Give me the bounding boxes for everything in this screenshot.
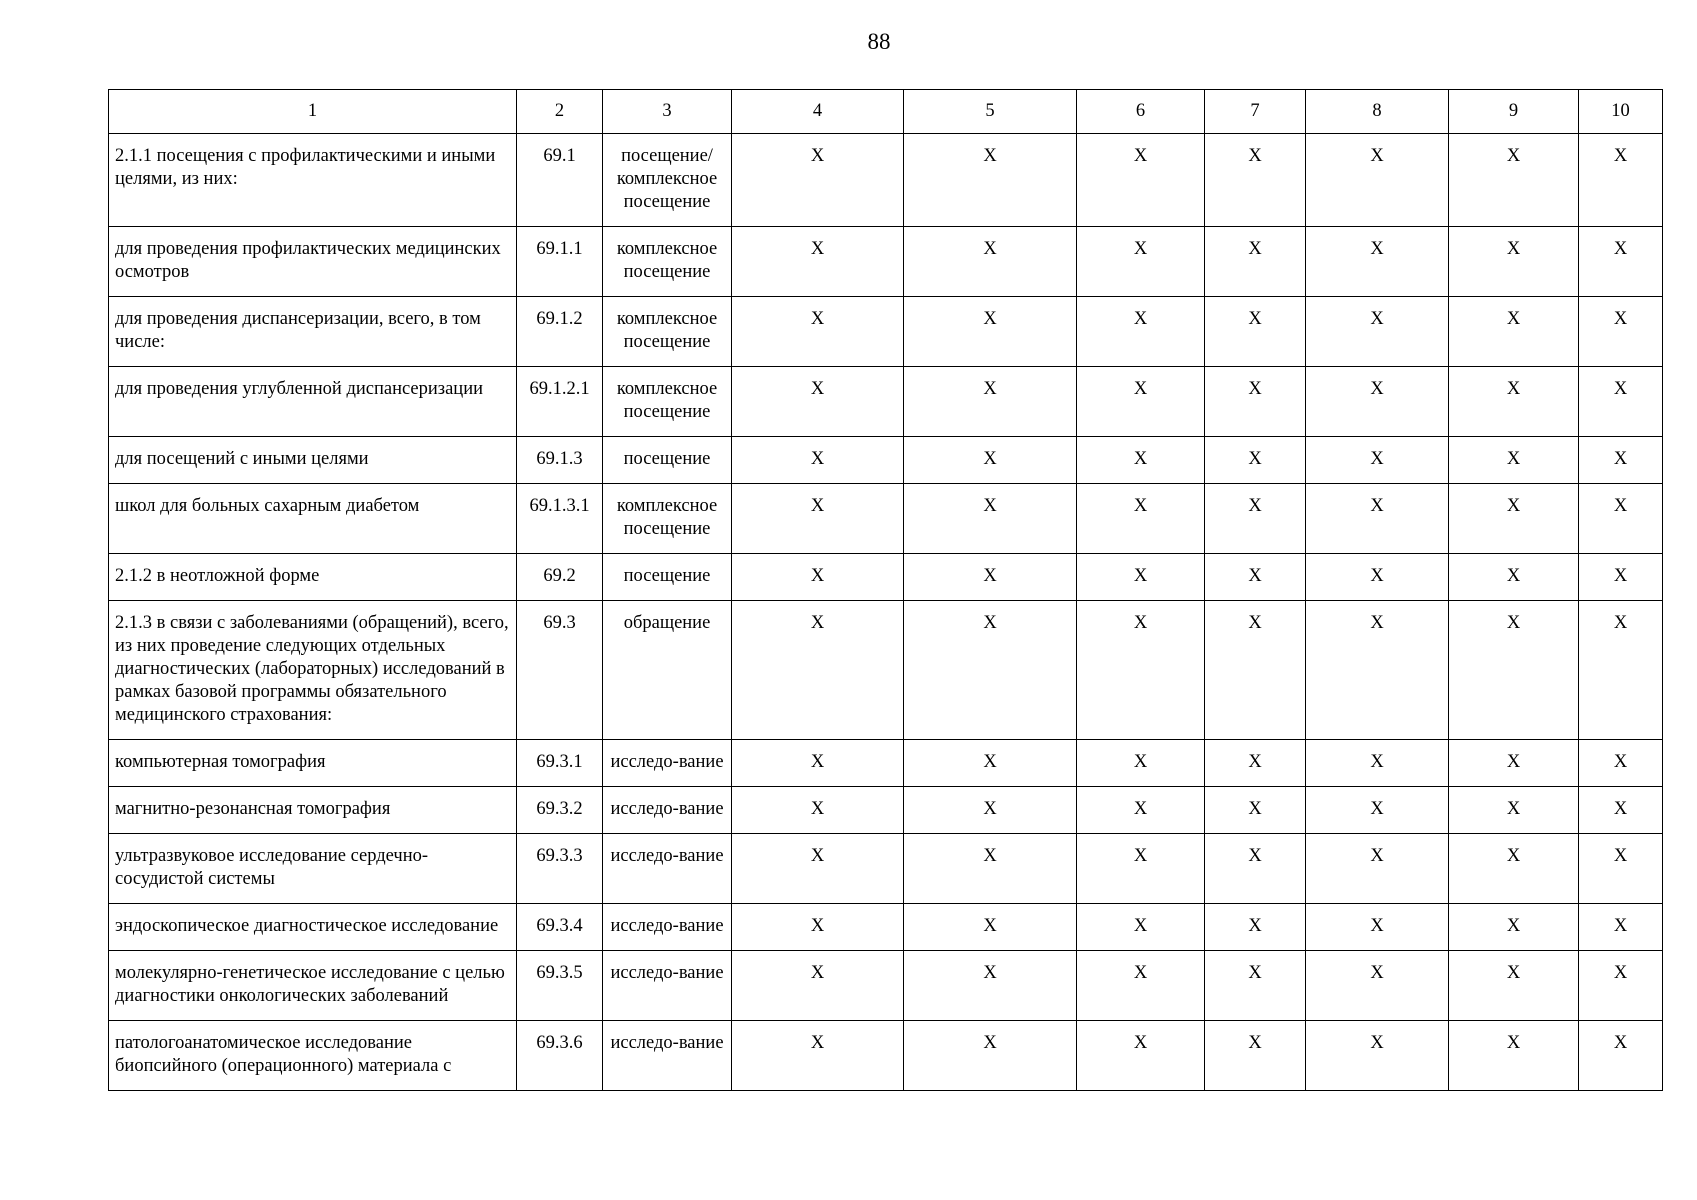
header-cell: 1 xyxy=(109,90,517,134)
row-name-cell: магнитно-резонансная томография xyxy=(109,787,517,834)
row-value-cell: Х xyxy=(1077,904,1205,951)
row-value-cell: Х xyxy=(1579,484,1663,554)
row-value-cell: Х xyxy=(1205,134,1306,227)
row-value-cell: Х xyxy=(1205,227,1306,297)
row-code-cell: 69.1.2.1 xyxy=(517,367,603,437)
row-value-cell: Х xyxy=(1306,904,1449,951)
row-value-cell: Х xyxy=(904,904,1077,951)
header-row xyxy=(109,90,1663,134)
row-unit-cell: комплексное посещение xyxy=(603,367,732,437)
row-value-cell: Х xyxy=(1077,601,1205,740)
row-name-cell: для проведения углубленной диспансеризации xyxy=(109,367,517,437)
row-value-cell: Х xyxy=(904,951,1077,1021)
row-value-cell: Х xyxy=(1579,601,1663,740)
data-table xyxy=(108,89,1663,1091)
row-value-cell: Х xyxy=(1205,1021,1306,1091)
row-value-cell: Х xyxy=(904,601,1077,740)
row-value-cell: Х xyxy=(1449,297,1579,367)
row-value-cell: Х xyxy=(1579,787,1663,834)
row-value-cell: Х xyxy=(1077,484,1205,554)
header-cell: 8 xyxy=(1306,90,1449,134)
table-row xyxy=(109,367,1663,437)
row-value-cell: Х xyxy=(1205,787,1306,834)
header-cell: 4 xyxy=(732,90,904,134)
row-value-cell: Х xyxy=(1449,484,1579,554)
row-value-cell: Х xyxy=(1205,484,1306,554)
row-value-cell: Х xyxy=(732,1021,904,1091)
row-value-cell: Х xyxy=(1306,134,1449,227)
row-value-cell: Х xyxy=(1449,601,1579,740)
row-code-cell: 69.1.1 xyxy=(517,227,603,297)
row-unit-cell: посещение xyxy=(603,554,732,601)
row-value-cell: Х xyxy=(904,554,1077,601)
row-value-cell: Х xyxy=(732,297,904,367)
row-name-cell: 2.1.1 посещения с профилактическими и иными целями, из них: xyxy=(109,134,517,227)
row-value-cell: Х xyxy=(1449,904,1579,951)
row-value-cell: Х xyxy=(1205,297,1306,367)
table-row xyxy=(109,834,1663,904)
row-code-cell: 69.1.3.1 xyxy=(517,484,603,554)
row-name-cell: эндоскопическое диагностическое исследование xyxy=(109,904,517,951)
header-cell: 5 xyxy=(904,90,1077,134)
row-value-cell: Х xyxy=(904,227,1077,297)
row-value-cell: Х xyxy=(1306,601,1449,740)
row-value-cell: Х xyxy=(1579,367,1663,437)
row-value-cell: Х xyxy=(904,134,1077,227)
row-value-cell: Х xyxy=(1306,951,1449,1021)
row-value-cell: Х xyxy=(904,787,1077,834)
row-code-cell: 69.3 xyxy=(517,601,603,740)
row-name-cell: ультразвуковое исследование сердечно-сосудистой системы xyxy=(109,834,517,904)
row-value-cell: Х xyxy=(1205,554,1306,601)
row-value-cell: Х xyxy=(1077,787,1205,834)
row-name-cell: для проведения диспансеризации, всего, в том числе: xyxy=(109,297,517,367)
row-unit-cell: комплексное посещение xyxy=(603,227,732,297)
row-code-cell: 69.3.2 xyxy=(517,787,603,834)
row-value-cell: Х xyxy=(1306,437,1449,484)
row-value-cell: Х xyxy=(904,297,1077,367)
header-cell: 10 xyxy=(1579,90,1663,134)
row-value-cell: Х xyxy=(904,484,1077,554)
row-value-cell: Х xyxy=(1579,134,1663,227)
row-value-cell: Х xyxy=(1205,437,1306,484)
row-code-cell: 69.1.2 xyxy=(517,297,603,367)
row-value-cell: Х xyxy=(1077,437,1205,484)
row-value-cell: Х xyxy=(1579,1021,1663,1091)
row-value-cell: Х xyxy=(732,904,904,951)
table-row xyxy=(109,601,1663,740)
row-code-cell: 69.3.1 xyxy=(517,740,603,787)
row-value-cell: Х xyxy=(1449,437,1579,484)
row-unit-cell: комплексное посещение xyxy=(603,297,732,367)
row-value-cell: Х xyxy=(1579,554,1663,601)
row-value-cell: Х xyxy=(1077,834,1205,904)
table-row xyxy=(109,951,1663,1021)
row-unit-cell: обращение xyxy=(603,601,732,740)
row-value-cell: Х xyxy=(1449,951,1579,1021)
table-row xyxy=(109,904,1663,951)
row-value-cell: Х xyxy=(1205,951,1306,1021)
row-value-cell: Х xyxy=(1449,787,1579,834)
row-value-cell: Х xyxy=(904,437,1077,484)
row-value-cell: Х xyxy=(1579,437,1663,484)
row-name-cell: для проведения профилактических медицинских осмотров xyxy=(109,227,517,297)
row-value-cell: Х xyxy=(1306,1021,1449,1091)
row-name-cell: школ для больных сахарным диабетом xyxy=(109,484,517,554)
row-value-cell: Х xyxy=(1077,297,1205,367)
table-row xyxy=(109,484,1663,554)
table-row xyxy=(109,227,1663,297)
row-value-cell: Х xyxy=(1449,740,1579,787)
row-name-cell: 2.1.2 в неотложной форме xyxy=(109,554,517,601)
row-unit-cell: посещение xyxy=(603,437,732,484)
header-cell: 9 xyxy=(1449,90,1579,134)
row-value-cell: Х xyxy=(1205,740,1306,787)
header-cell: 2 xyxy=(517,90,603,134)
row-value-cell: Х xyxy=(1306,367,1449,437)
table-row xyxy=(109,134,1663,227)
header-cell: 3 xyxy=(603,90,732,134)
row-value-cell: Х xyxy=(1306,297,1449,367)
row-unit-cell: исследо-вание xyxy=(603,834,732,904)
row-value-cell: Х xyxy=(1449,554,1579,601)
row-value-cell: Х xyxy=(1449,134,1579,227)
row-value-cell: Х xyxy=(732,437,904,484)
row-value-cell: Х xyxy=(904,1021,1077,1091)
page-number: 88 xyxy=(867,29,891,54)
row-value-cell: Х xyxy=(1579,904,1663,951)
row-value-cell: Х xyxy=(1306,834,1449,904)
row-value-cell: Х xyxy=(1077,951,1205,1021)
table-row xyxy=(109,437,1663,484)
row-name-cell: для посещений с иными целями xyxy=(109,437,517,484)
row-value-cell: Х xyxy=(1579,951,1663,1021)
row-value-cell: Х xyxy=(904,834,1077,904)
row-value-cell: Х xyxy=(1579,740,1663,787)
row-value-cell: Х xyxy=(732,834,904,904)
header-cell: 6 xyxy=(1077,90,1205,134)
row-value-cell: Х xyxy=(1205,601,1306,740)
row-value-cell: Х xyxy=(1449,227,1579,297)
row-code-cell: 69.1 xyxy=(517,134,603,227)
row-value-cell: Х xyxy=(732,227,904,297)
row-unit-cell: исследо-вание xyxy=(603,787,732,834)
row-value-cell: Х xyxy=(1306,787,1449,834)
table-body xyxy=(109,90,1663,1091)
row-value-cell: Х xyxy=(1077,367,1205,437)
row-value-cell: Х xyxy=(1077,740,1205,787)
row-code-cell: 69.3.6 xyxy=(517,1021,603,1091)
row-code-cell: 69.3.4 xyxy=(517,904,603,951)
row-value-cell: Х xyxy=(904,740,1077,787)
row-value-cell: Х xyxy=(732,367,904,437)
row-code-cell: 69.3.3 xyxy=(517,834,603,904)
row-value-cell: Х xyxy=(732,740,904,787)
row-unit-cell: исследо-вание xyxy=(603,740,732,787)
row-value-cell: Х xyxy=(1077,227,1205,297)
row-value-cell: Х xyxy=(1579,227,1663,297)
row-value-cell: Х xyxy=(1077,1021,1205,1091)
row-value-cell: Х xyxy=(1205,367,1306,437)
row-value-cell: Х xyxy=(1579,834,1663,904)
row-unit-cell: исследо-вание xyxy=(603,904,732,951)
row-name-cell: патологоанатомическое исследование биопсийного (операционного) материала с xyxy=(109,1021,517,1091)
row-code-cell: 69.3.5 xyxy=(517,951,603,1021)
row-value-cell: Х xyxy=(1205,834,1306,904)
row-value-cell: Х xyxy=(732,484,904,554)
table-row xyxy=(109,787,1663,834)
row-value-cell: Х xyxy=(1306,740,1449,787)
table-row xyxy=(109,740,1663,787)
table-row xyxy=(109,1021,1663,1091)
row-code-cell: 69.1.3 xyxy=(517,437,603,484)
row-value-cell: Х xyxy=(1306,227,1449,297)
row-name-cell: компьютерная томография xyxy=(109,740,517,787)
row-unit-cell: комплексное посещение xyxy=(603,484,732,554)
row-value-cell: Х xyxy=(1449,367,1579,437)
table-row xyxy=(109,297,1663,367)
row-value-cell: Х xyxy=(1306,554,1449,601)
row-value-cell: Х xyxy=(732,134,904,227)
row-unit-cell: исследо-вание xyxy=(603,1021,732,1091)
row-unit-cell: исследо-вание xyxy=(603,951,732,1021)
table-row xyxy=(109,554,1663,601)
row-name-cell: молекулярно-генетическое исследование с целью диагностики онкологических заболеваний xyxy=(109,951,517,1021)
row-value-cell: Х xyxy=(1449,1021,1579,1091)
row-code-cell: 69.2 xyxy=(517,554,603,601)
row-value-cell: Х xyxy=(732,554,904,601)
row-value-cell: Х xyxy=(1077,134,1205,227)
header-cell: 7 xyxy=(1205,90,1306,134)
row-value-cell: Х xyxy=(1205,904,1306,951)
row-value-cell: Х xyxy=(1306,484,1449,554)
row-value-cell: Х xyxy=(732,601,904,740)
row-value-cell: Х xyxy=(904,367,1077,437)
row-unit-cell: посещение/ комплексное посещение xyxy=(603,134,732,227)
row-value-cell: Х xyxy=(732,787,904,834)
row-value-cell: Х xyxy=(1579,297,1663,367)
row-value-cell: Х xyxy=(1449,834,1579,904)
row-name-cell: 2.1.3 в связи с заболеваниями (обращений), всего, из них проведение следующих отдельных диагностических (лабораторных) исследований в рамках базовой программы обязательного медицинского страхования: xyxy=(109,601,517,740)
row-value-cell: Х xyxy=(732,951,904,1021)
row-value-cell: Х xyxy=(1077,554,1205,601)
